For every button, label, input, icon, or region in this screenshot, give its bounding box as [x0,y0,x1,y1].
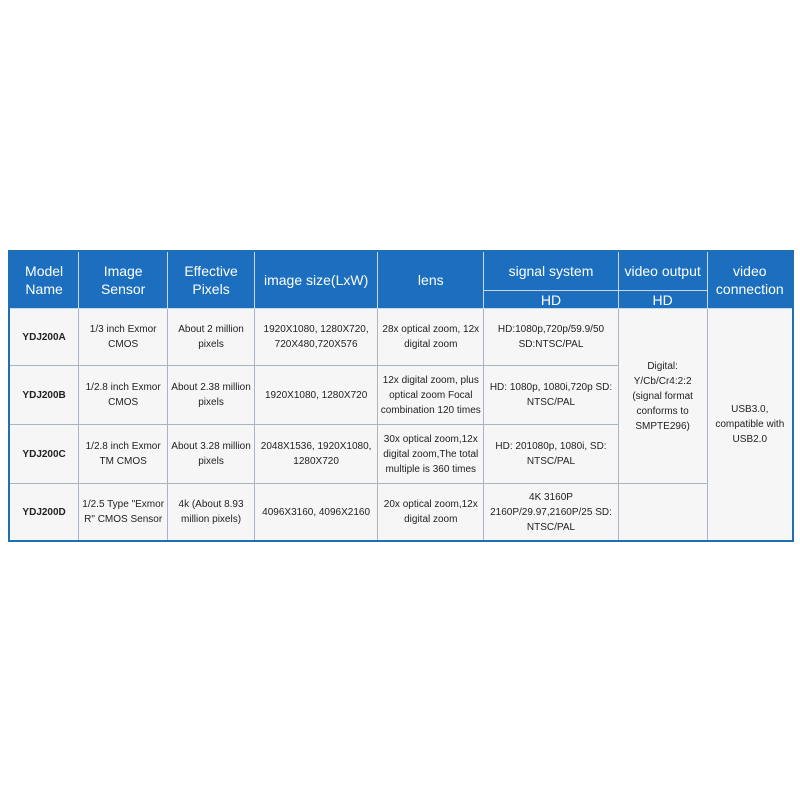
lens-cell: 30x optical zoom,12x digital zoom,The total multiple is 360 times [378,425,484,484]
sensor-cell: 1/2.8 inch Exmor TM CMOS [79,425,168,484]
header-pixels: Effective Pixels [168,251,255,309]
header-image-size: image size(LxW) [254,251,377,309]
video-output-empty-cell [618,484,707,542]
pixels-cell: About 2.38 million pixels [168,366,255,425]
table-header [9,251,793,309]
sensor-cell: 1/2.5 Type "Exmor R" CMOS Sensor [79,484,168,542]
header-sensor: Image Sensor [79,251,168,309]
header-lens: lens [378,251,484,309]
signal-cell: 4K 3160P 2160P/29.97,2160P/25 SD: NTSC/PAL [484,484,618,542]
pixels-cell: 4k (About 8.93 million pixels) [168,484,255,542]
image-size-cell: 4096X3160, 4096X2160 [254,484,377,542]
lens-cell: 20x optical zoom,12x digital zoom [378,484,484,542]
table-row [9,309,793,366]
model-cell: YDJ200B [9,366,79,425]
lens-cell: 28x optical zoom, 12x digital zoom [378,309,484,366]
header-signal-system: signal system [484,251,618,291]
sensor-cell: 1/2.8 inch Exmor CMOS [79,366,168,425]
video-output-cell: Digital: Y/Cb/Cr4:2:2 (signal format conforms to SMPTE296) [618,309,707,484]
header-video-output-hd: HD [618,291,707,309]
image-size-cell: 2048X1536, 1920X1080, 1280X720 [254,425,377,484]
video-connection-cell: USB3.0, compatible with USB2.0 [707,309,793,542]
header-model: Model Name [9,251,79,309]
signal-cell: HD:1080p,720p/59.9/50 SD:NTSC/PAL [484,309,618,366]
image-size-cell: 1920X1080, 1280X720, 720X480,720X576 [254,309,377,366]
model-cell: YDJ200C [9,425,79,484]
signal-cell: HD: 1080p, 1080i,720p SD: NTSC/PAL [484,366,618,425]
spec-table [8,250,794,542]
image-size-cell: 1920X1080, 1280X720 [254,366,377,425]
header-video-connection: video connection [707,251,793,309]
header-video-output: video output [618,251,707,291]
sensor-cell: 1/3 inch Exmor CMOS [79,309,168,366]
table-row [9,484,793,542]
pixels-cell: About 3.28 million pixels [168,425,255,484]
model-cell: YDJ200A [9,309,79,366]
model-cell: YDJ200D [9,484,79,542]
lens-cell: 12x digital zoom, plus optical zoom Focal combination 120 times [378,366,484,425]
signal-cell: HD: 201080p, 1080i, SD: NTSC/PAL [484,425,618,484]
header-signal-hd: HD [484,291,618,309]
pixels-cell: About 2 million pixels [168,309,255,366]
